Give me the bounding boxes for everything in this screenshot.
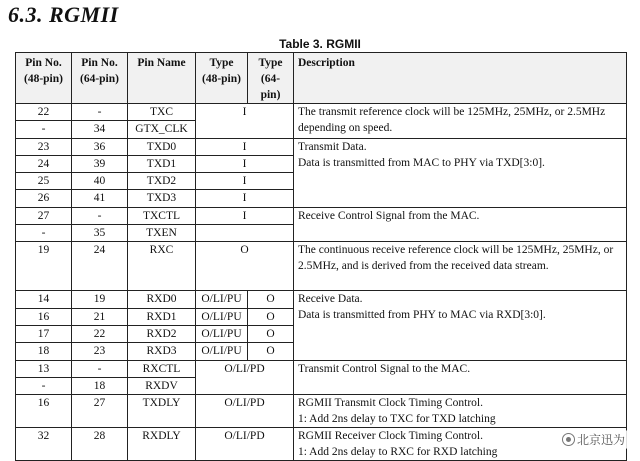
table-caption: Table 3. RGMII <box>279 37 361 51</box>
table-row: 32 28 RXDLY O/LI/PD RGMII Receiver Clock Timing Control. 1: Add 2ns delay to RXC for RXD latching <box>16 428 627 461</box>
header-pin-48: Pin No. (48-pin) <box>16 53 72 104</box>
table-row: 17 22 RXD2 O/LI/PU O <box>16 325 627 342</box>
rgmii-pin-table <box>15 52 627 461</box>
table-row: 19 24 RXC O The continuous receive reference clock will be 125MHz, 25MHz, or 2.5MHz, and is derived from the received data stream. <box>16 242 627 291</box>
header-type-48: Type (48-pin) <box>196 53 248 104</box>
table-row: 16 21 RXD1 O/LI/PU O <box>16 308 627 325</box>
header-description: Description <box>294 53 627 104</box>
table-row: 27 - TXCTL I Receive Control Signal from the MAC. <box>16 207 627 224</box>
desc-rxd: Receive Data. Data is transmitted from PHY to MAC via RXD[3:0]. <box>294 291 627 360</box>
watermark-logo-icon <box>562 433 575 446</box>
table-row: 14 19 RXD0 O/LI/PU O Receive Data. Data is transmitted from PHY to MAC via RXD[3:0]. <box>16 291 627 308</box>
header-type-64: Type (64-pin) <box>248 53 294 104</box>
table-row: - 35 TXEN <box>16 225 627 242</box>
table-row: 13 - RXCTL O/LI/PD Transmit Control Signal to the MAC. <box>16 360 627 377</box>
table-header-row <box>16 53 627 104</box>
table-row: 25 40 TXD2 I <box>16 173 627 190</box>
table-row: - 18 RXDV <box>16 377 627 394</box>
table-row: 26 41 TXD3 I <box>16 190 627 207</box>
table-row: 24 39 TXD1 I <box>16 155 627 172</box>
desc-txdly: RGMII Transmit Clock Timing Control. 1: Add 2ns delay to TXC for TXD latching <box>294 395 627 428</box>
header-pin-name: Pin Name <box>128 53 196 104</box>
desc-txctl: Receive Control Signal from the MAC. <box>294 207 627 242</box>
desc-rxdly: RGMII Receiver Clock Timing Control. 1: Add 2ns delay to RXC for RXD latching <box>294 428 627 461</box>
desc-txd: Transmit Data. Data is transmitted from MAC to PHY via TXD[3:0]. <box>294 138 627 207</box>
table-row: 23 36 TXD0 I Transmit Data. Data is transmitted from MAC to PHY via TXD[3:0]. <box>16 138 627 155</box>
desc-txc: The transmit reference clock will be 125MHz, 25MHz, or 2.5MHz depending on speed. <box>294 104 627 139</box>
table-row: 18 23 RXD3 O/LI/PU O <box>16 343 627 360</box>
table-row: 16 27 TXDLY O/LI/PD RGMII Transmit Clock Timing Control. 1: Add 2ns delay to TXC for TXD latching <box>16 395 627 428</box>
header-pin-64: Pin No. (64-pin) <box>72 53 128 104</box>
table-row: - 34 GTX_CLK <box>16 121 627 138</box>
desc-rxctl: Transmit Control Signal to the MAC. <box>294 360 627 395</box>
watermark: 北京迅为 <box>559 430 628 449</box>
desc-rxc: The continuous receive reference clock will be 125MHz, 25MHz, or 2.5MHz, and is derived from the received data stream. <box>294 242 627 291</box>
section-heading: 6.3. RGMII <box>8 2 119 27</box>
table-row: 22 - TXC I The transmit reference clock will be 125MHz, 25MHz, or 2.5MHz depending on speed. <box>16 104 627 121</box>
